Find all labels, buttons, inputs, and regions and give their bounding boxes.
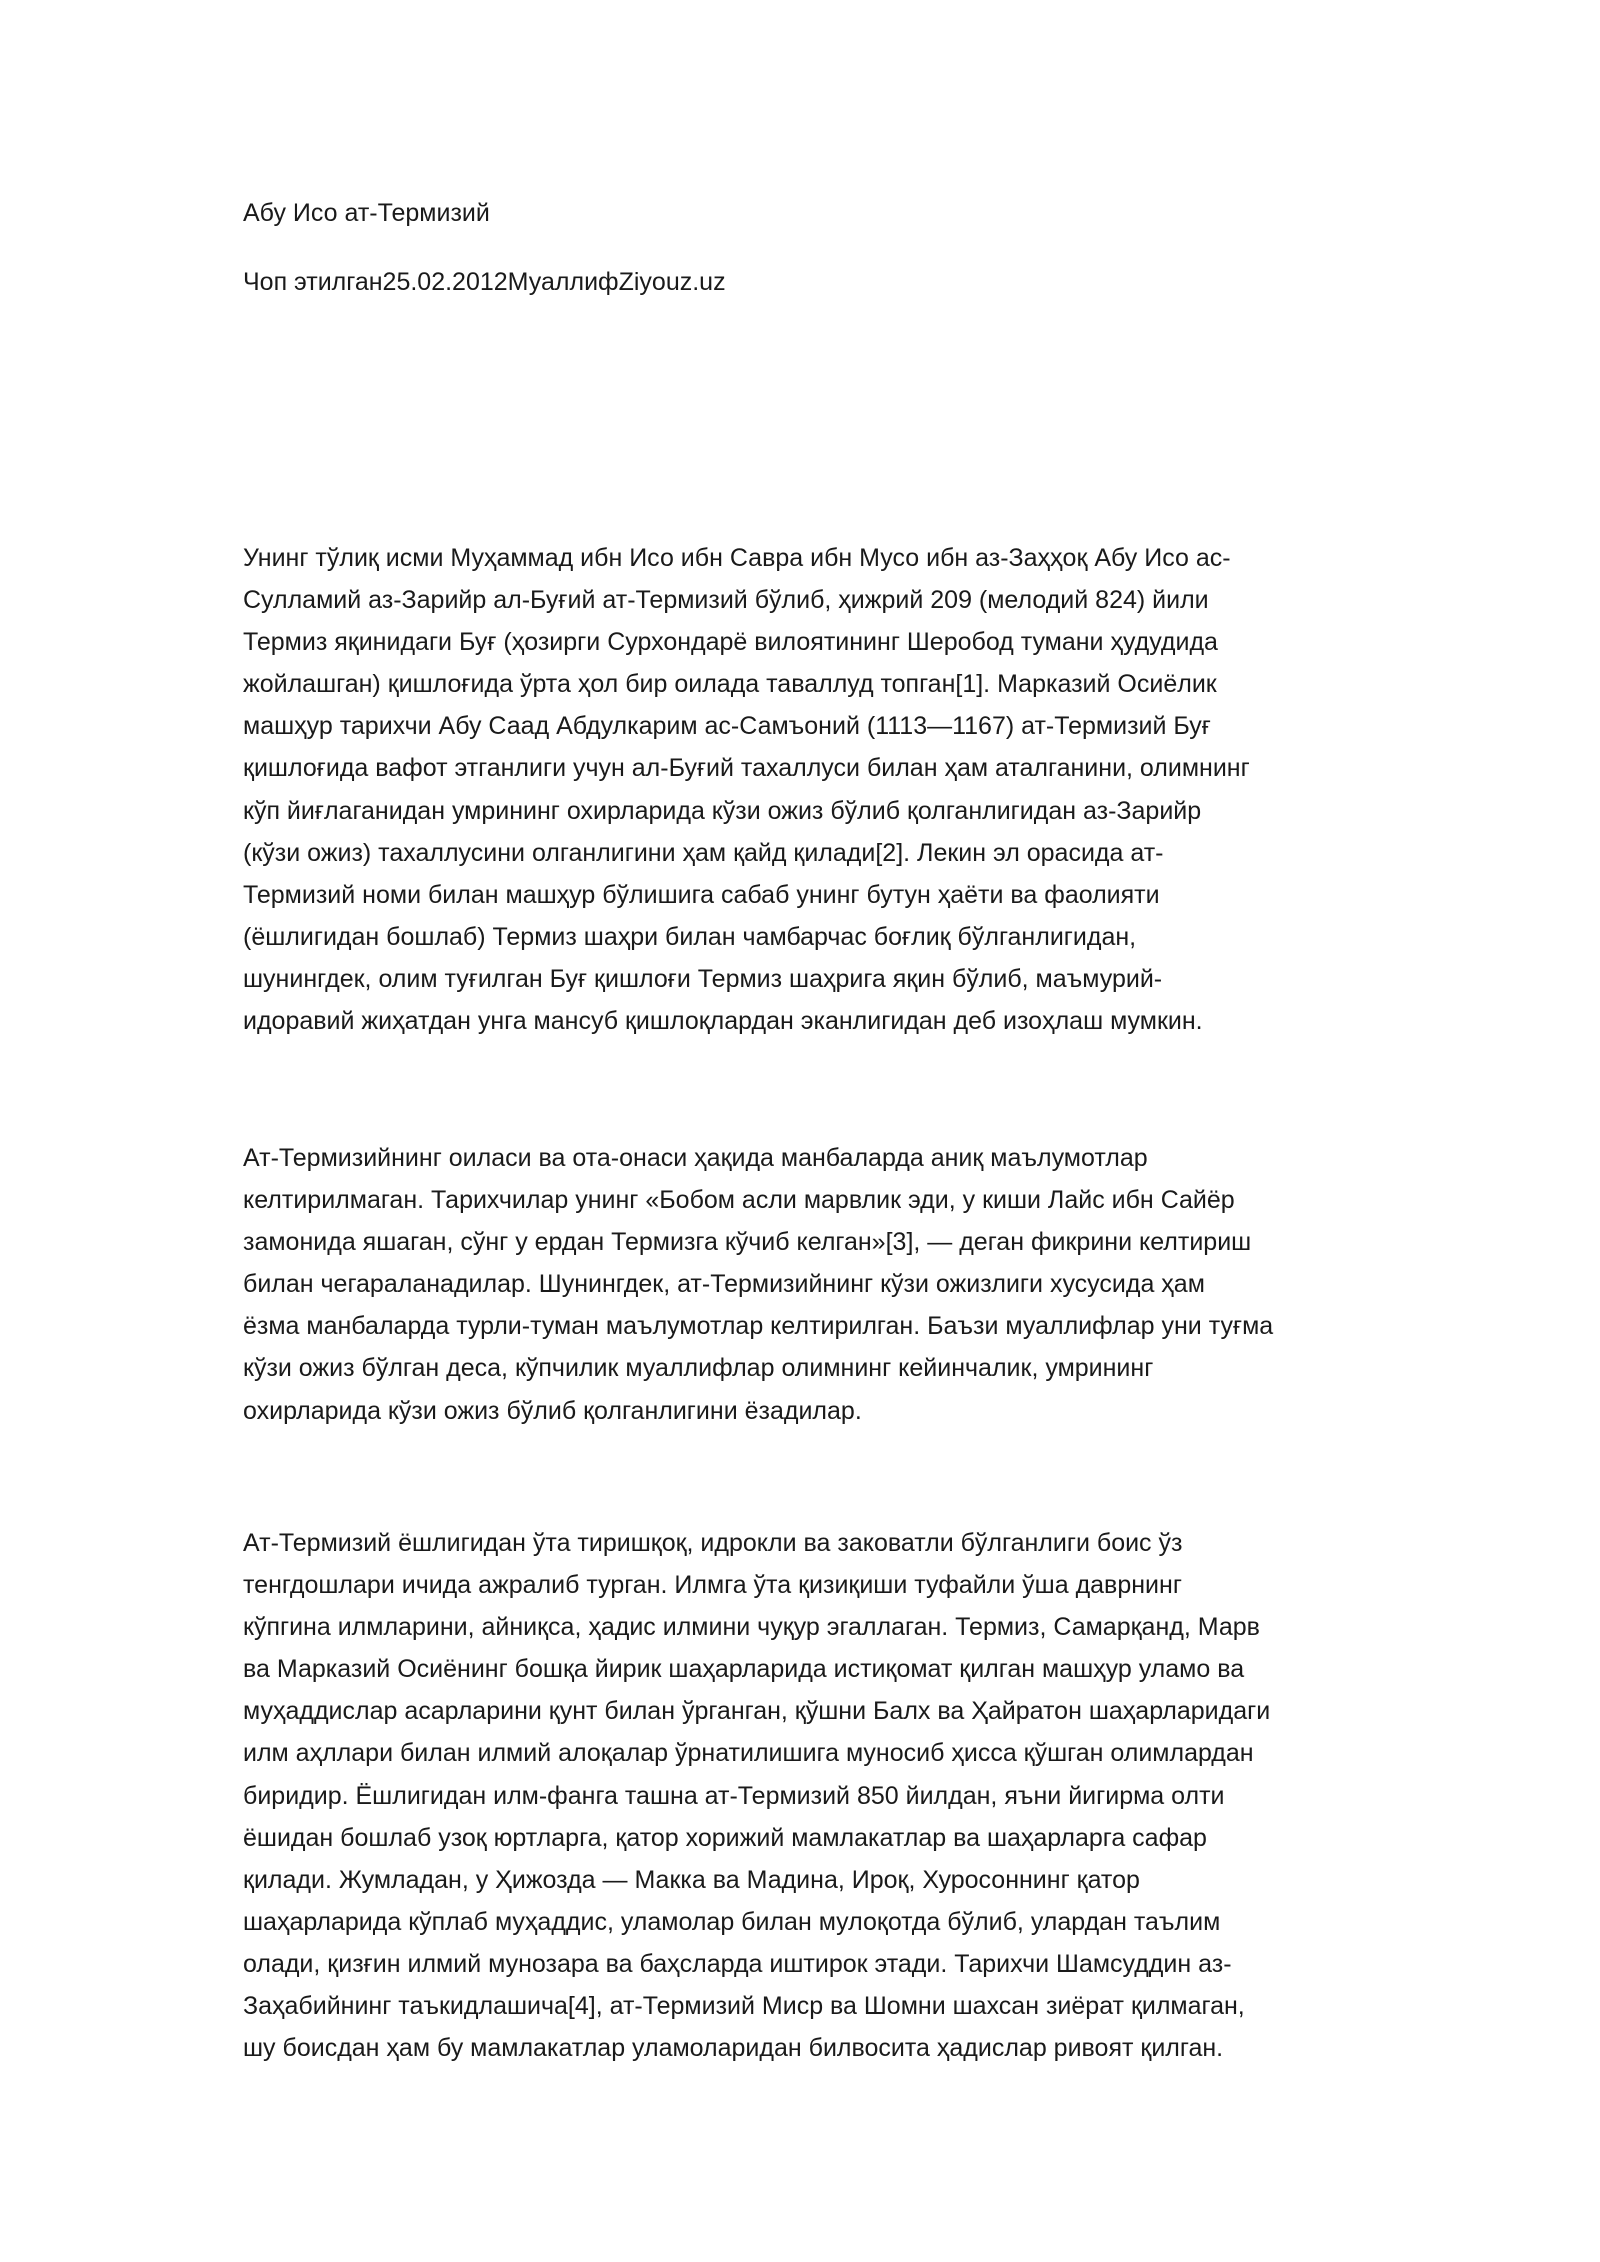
paragraph-line: биридир. Ёшлигидан илм-фанга ташна ат-Термизий 850 йилдан, яъни йигирма олти [243,1781,1225,1810]
paragraph-line: (кўзи ожиз) тахаллусини олганлигини ҳам қайд қилади[2]. Лекин эл орасида ат- [243,838,1164,867]
paragraph-line: Сулламий аз-Зарийр ал-Буғий ат-Термизий бўлиб, ҳижрий 209 (мелодий 824) йили [243,586,1209,615]
paragraph-line: илм аҳллари билан илмий алоқалар ўрнатилишига муносиб ҳисса қўшган олимлардан [243,1739,1254,1768]
paragraph-line: шу боисдан ҳам бу мамлакатлар уламоларидан билвосита ҳадислар ривоят қилган. [243,2034,1224,2063]
publication-meta: Чоп этилган25.02.2012МуаллифZiyouz.uz [243,268,726,296]
paragraph-line: муҳаддислар асарларини қунт билан ўрганган, қўшни Балх ва Ҳайратон шаҳарларидаги [243,1697,1271,1726]
paragraph-line: ёзма манбаларда турли-туман маълумотлар келтирилган. Баъзи муаллифлар уни туғма [243,1312,1274,1341]
paragraph-line: идоравий жиҳатдан унга мансуб қишлоқлардан эканлигидан деб изоҳлаш мумкин. [243,1007,1203,1036]
paragraph-line: Ат-Термизий ёшлигидан ўта тиришқоқ, идрокли ва заковатли бўлганлиги боис ўз [243,1529,1183,1557]
paragraph-line: кўзи ожиз бўлган деса, кўпчилик муаллифлар олимнинг кейинчалик, умрининг [243,1354,1154,1383]
paragraph-line: замонида яшаган, сўнг у ердан Термизга кўчиб келган»[3], — деган фикрини келтириш [243,1228,1252,1257]
paragraph-line: ёшидан бошлаб узоқ юртларга, қатор хорижий мамлакатлар ва шаҳарларга сафар [243,1823,1207,1852]
paragraph-1 [243,537,1363,1042]
paragraph-line: қилади. Жумладан, у Ҳижозда — Макка ва Мадина, Ироқ, Хуросоннинг қатор [243,1865,1140,1894]
paragraph-line: машҳур тарихчи Абу Саад Абдулкарим ас-Самъоний (1113—1167) ат-Термизий Буғ [243,712,1211,741]
paragraph-line: охирларида кўзи ожиз бўлиб қолганлигини ёзадилар. [243,1396,862,1425]
paragraph-line: Унинг тўлиқ исми Муҳаммад ибн Исо ибн Савра ибн Мусо ибн аз-Заҳҳоқ Абу Исо ас- [243,544,1231,572]
paragraph-line: (ёшлигидан бошлаб) Термиз шаҳри билан чамбарчас боғлиқ бўлганлигидан, [243,922,1137,951]
paragraph-line: Термиз яқинидаги Буғ (ҳозирги Сурхондарё вилоятининг Шеробод тумани ҳудудида [243,628,1218,657]
paragraph-line: Заҳабийнинг таъкидлашича[4], ат-Термизий Миср ва Шомни шахсан зиёрат қилмаган, [243,1992,1245,2021]
paragraph-line: тенгдошлари ичида ажралиб турган. Илмга ўта қизиқиши туфайли ўша даврнинг [243,1571,1182,1600]
paragraph-3 [243,1522,1363,2069]
paragraph-line: жойлашган) қишлоғида ўрта ҳол бир оилада таваллуд топган[1]. Марказий Осиёлик [243,670,1217,699]
paragraph-line: олади, қизғин илмий мунозара ва баҳсларда иштирок этади. Тарихчи Шамсуддин аз- [243,1949,1232,1978]
paragraph-line: Термизий номи билан машҳур бўлишига сабаб унинг бутун ҳаёти ва фаолияти [243,880,1160,909]
document-title: Абу Исо ат-Термизий [243,199,490,227]
paragraph-line: шаҳарларида кўплаб муҳаддис, уламолар билан мулоқотда бўлиб, улардан таълим [243,1907,1221,1936]
paragraph-line: кўп йиғлаганидан умрининг охирларида кўзи ожиз бўлиб қолганлигидан аз-Зарийр [243,796,1202,825]
paragraph-line: билан чегараланадилар. Шунингдек, ат-Термизийнинг кўзи ожизлиги хусусида ҳам [243,1270,1205,1299]
paragraph-2 [243,1137,1363,1432]
paragraph-line: Ат-Термизийнинг оиласи ва ота-онаси ҳақида манбаларда аниқ маълумотлар [243,1144,1148,1172]
paragraph-line: қишлоғида вафот этганлиги учун ал-Буғий тахаллуси билан ҳам аталганини, олимнинг [243,754,1250,783]
paragraph-line: ва Марказий Осиёнинг бошқа йирик шаҳарларида истиқомат қилган машҳур уламо ва [243,1655,1245,1684]
paragraph-line: келтирилмаган. Тарихчилар унинг «Бобом асли марвлик эди, у киши Лайс ибн Сайёр [243,1186,1235,1215]
paragraph-line: кўпгина илмларини, айниқса, ҳадис илмини чуқур эгаллаган. Термиз, Самарқанд, Марв [243,1613,1260,1642]
paragraph-line: шунингдек, олим туғилган Буғ қишлоғи Термиз шаҳрига яқин бўлиб, маъмурий- [243,964,1163,993]
